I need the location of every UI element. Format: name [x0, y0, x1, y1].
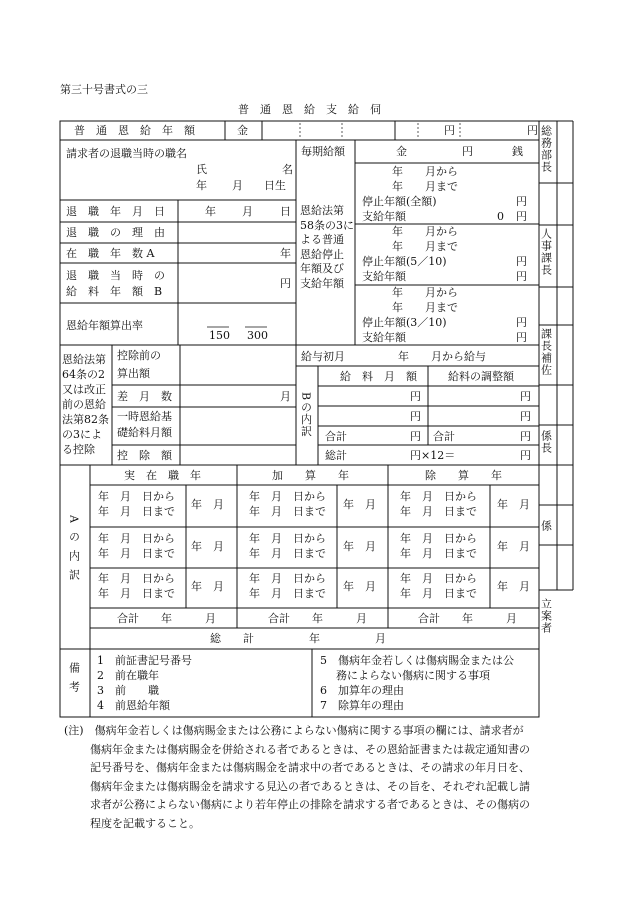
rate-label: 恩給年額算出率: [66, 319, 143, 332]
period-from: 年 月 日から: [98, 572, 175, 585]
subtotal-actual: 合計 年 月: [117, 612, 216, 625]
kin2-label: 金: [396, 145, 407, 158]
salary-monthly-header: 給 料 月 額: [340, 370, 417, 383]
stop-period-to: 年 月まで: [392, 180, 458, 193]
sen-label: 銭: [512, 145, 523, 158]
note-line: 傷病年金または傷病賜金を請求する見込の者であるときは、その旨を、それぞれ記載し請: [90, 779, 530, 793]
retire-date-label: 退 職 年 月 日: [66, 205, 165, 218]
remark-item: 5 傷病年金若しくは傷病賜金または公: [320, 654, 514, 667]
stop-label: 恩給法第58条の3による普通恩給停止年額及び支給年額: [300, 204, 354, 290]
period-length: 年 月: [497, 540, 530, 553]
stop-amount-label: 停止年額(5／10): [362, 255, 447, 268]
before-deduct-2: 算出額: [117, 367, 150, 380]
note-line: 求者が公務によらない傷病により若年停止の排除を請求する者であるときは、その傷病の: [90, 798, 530, 811]
approval-deputy: 課長補佐: [539, 328, 553, 376]
period-to: 年 月 日まで: [400, 547, 477, 560]
deduct-amount: 控 除 額: [117, 449, 172, 462]
approval-staff: 係: [539, 520, 553, 532]
period-length: 年 月: [497, 580, 530, 593]
period-to: 年 月 日まで: [249, 587, 326, 600]
stop-amount-unit: 円: [516, 316, 527, 329]
yen-unit: 円: [410, 430, 421, 443]
yen2-label: 円: [462, 145, 473, 158]
salary-label-1: 退 職 当 時 の: [66, 269, 165, 282]
period-to: 年 月 日まで: [98, 505, 175, 518]
period-to: 年 月 日まで: [98, 587, 175, 600]
yen-unit: 円: [527, 124, 538, 137]
period-from: 年 月 日から: [249, 490, 326, 503]
salary-adjust-header: 給料の調整額: [448, 370, 514, 383]
a-grand-total: 総 計 年 月: [210, 632, 386, 645]
a-breakdown-label: Aの内訳: [67, 515, 81, 588]
fraction-150: 150: [209, 329, 230, 342]
remarks-label: 備考: [67, 662, 81, 700]
remark-item: 7 除算年の理由: [320, 699, 404, 712]
period-length: 年 月: [343, 580, 376, 593]
b-breakdown-label: Bの内訳: [299, 392, 313, 438]
period-length: 年 月: [343, 498, 376, 511]
period-from: 年 月 日から: [249, 532, 326, 545]
note-line: 傷病年金または傷病賜金を併給される者であるときは、その恩給証書または裁定通知書の: [90, 742, 530, 756]
period-length: 年 月: [497, 498, 530, 511]
remark-item: 1 前証書記号番号: [97, 654, 192, 667]
birth-year: 年: [196, 179, 207, 192]
retire-date-month: 月: [242, 205, 253, 218]
grand-total-label: 総計: [325, 449, 347, 462]
salary-yen: 円: [280, 277, 291, 290]
deducted-years-header: 除 算 年: [425, 469, 502, 482]
pay-amount-unit: 円: [516, 270, 527, 283]
pay-amount-value: 0: [497, 210, 504, 223]
service-years-label: 在 職 年 数 A: [66, 247, 155, 260]
approval-general-manager: 総務部長: [539, 125, 553, 173]
first-pay-label: 給与初月: [301, 350, 345, 363]
grand-total-value: 円×12＝: [410, 449, 456, 462]
added-years-header: 加 算 年: [272, 469, 349, 482]
period-from: 年 月 日から: [98, 532, 175, 545]
b-total-1: 合計: [325, 430, 347, 443]
actual-service-header: 実 在 職 年: [124, 469, 201, 482]
period-from: 年 月 日から: [98, 490, 175, 503]
pay-amount-label: 支給年額: [362, 331, 406, 344]
before-deduct-1: 控除前の: [117, 349, 161, 362]
stop-period-from: 年 月から: [392, 286, 458, 299]
yen-unit: 円: [444, 124, 455, 137]
shi-label: 氏: [196, 163, 207, 176]
approval-drafter: 立案者: [539, 598, 553, 634]
mei-label: 名: [282, 163, 293, 176]
period-length: 年 月: [191, 498, 224, 511]
period-to: 年 月 日まで: [400, 505, 477, 518]
remark-item: 2 前在職年: [97, 669, 159, 682]
remark-item: 4 前恩給年額: [97, 699, 170, 712]
period-from: 年 月 日から: [249, 572, 326, 585]
period-from: 年 月 日から: [400, 532, 477, 545]
subtotal-deducted: 合計 年 月: [418, 612, 517, 625]
stop-period-to: 年 月まで: [392, 240, 458, 253]
pay-amount-label: 支給年額: [362, 270, 406, 283]
remark-item: 6 加算年の理由: [320, 684, 404, 697]
fraction-300: 300: [247, 329, 268, 342]
period-to: 年 月 日まで: [249, 547, 326, 560]
months-unit: 月: [280, 390, 291, 403]
approval-section-head: 係長: [539, 430, 553, 454]
period-length: 年 月: [343, 540, 376, 553]
remark-item: 務によらない傷病に関する事項: [336, 669, 490, 682]
form-title: 普 通 恩 給 支 給 伺: [238, 103, 381, 116]
kin-label: 金: [237, 124, 248, 137]
form-number: 第三十号書式の三: [60, 83, 148, 96]
deduct-label: 恩給法第64条の2又は改正前の恩給法第82条の3による控除: [62, 353, 109, 456]
stop-amount-unit: 円: [516, 195, 527, 208]
birth-day: 日生: [264, 179, 286, 192]
lump-2: 礎給料月額: [117, 426, 172, 439]
stop-amount-label: 停止年額(全額): [362, 195, 437, 208]
remark-item: 3 前 職: [97, 684, 159, 697]
yen-unit: 円: [410, 390, 421, 403]
pension-amount-label: 普 通 恩 給 年 額: [74, 124, 195, 137]
pay-amount-label: 支給年額: [362, 210, 406, 223]
birth-month: 月: [232, 179, 243, 192]
period-from: 年 月 日から: [400, 572, 477, 585]
lump-1: 一時恩給基: [117, 410, 172, 423]
period-length: 年 月: [191, 580, 224, 593]
grand-total-unit: 円: [520, 449, 531, 462]
period-to: 年 月 日まで: [98, 547, 175, 560]
diff-months: 差 月 数: [117, 390, 172, 403]
stop-amount-label: 停止年額(3／10): [362, 316, 447, 329]
note-line: 記号番号を、傷病年金または傷病賜金を請求中の者であるときは、その請求の年月日を、: [90, 761, 530, 774]
pay-amount-unit: 円: [516, 331, 527, 344]
stop-period-from: 年 月から: [392, 225, 458, 238]
period-from: 年 月 日から: [400, 490, 477, 503]
period-length: 年 月: [191, 540, 224, 553]
note-line: (注) 傷病年金若しくは傷病賜金または公務によらない傷病に関する事項の欄には、請求者が: [64, 724, 524, 737]
note-line: 程度を記載すること。: [90, 816, 200, 830]
period-to: 年 月 日まで: [400, 587, 477, 600]
claimant-title: 請求者の退職当時の職名: [66, 147, 187, 160]
retire-reason-label: 退 職 の 理 由: [66, 226, 165, 239]
retire-date-day: 日: [280, 205, 291, 218]
b-total-2: 合計: [433, 430, 455, 443]
stop-period-from: 年 月から: [392, 165, 458, 178]
yen-unit: 円: [410, 410, 421, 423]
service-years-unit: 年: [280, 247, 291, 260]
salary-label-2: 給 料 年 額 B: [66, 285, 163, 298]
yen-unit: 円: [520, 410, 531, 423]
approval-hr-chief: 人事課長: [539, 228, 553, 276]
yen-unit: 円: [520, 430, 531, 443]
stop-amount-unit: 円: [516, 255, 527, 268]
pay-amount-unit: 円: [516, 210, 527, 223]
first-pay-value: 年 月から給与: [398, 350, 486, 363]
periodic-amount-label: 毎期給額: [301, 145, 345, 158]
retire-date-year: 年: [205, 205, 216, 218]
subtotal-added: 合計 年 月: [268, 612, 367, 625]
yen-unit: 円: [520, 390, 531, 403]
stop-period-to: 年 月まで: [392, 301, 458, 314]
period-to: 年 月 日まで: [249, 505, 326, 518]
